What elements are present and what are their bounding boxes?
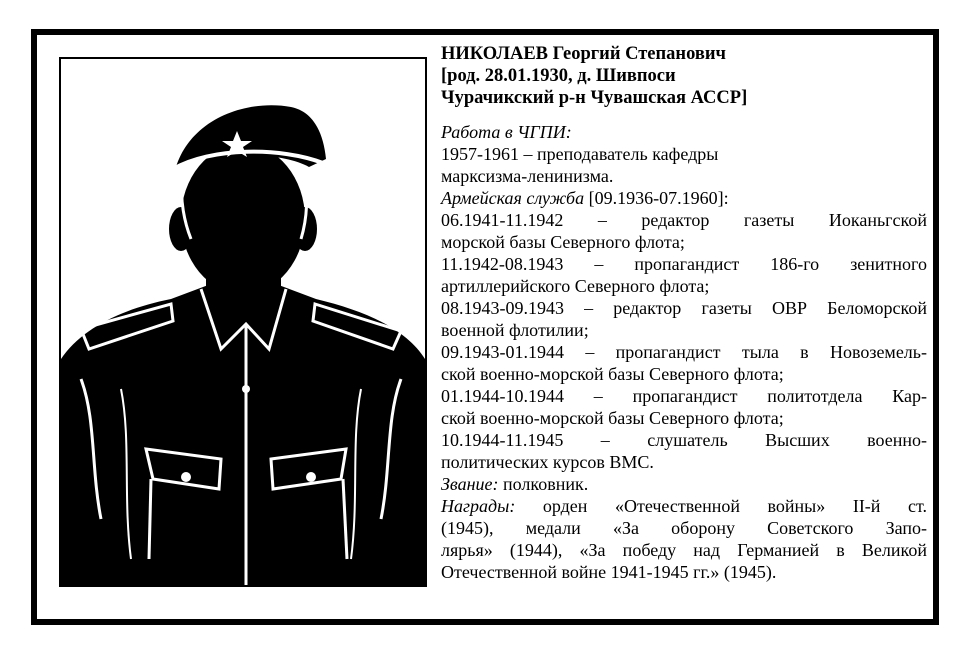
work-label: Работа в ЧГПИ: — [441, 122, 572, 142]
biography-text — [441, 43, 927, 583]
army-period: [09.1936-07.1960]: — [584, 188, 729, 208]
soldier-silhouette-image — [61, 59, 425, 585]
awards-label: Награды: — [441, 496, 516, 516]
army-line: военной флотилии; — [441, 320, 589, 340]
army-line: морской базы Северного флота; — [441, 232, 685, 252]
awards-first-line: орден «Отечественной войны» II-й ст. — [515, 496, 927, 516]
army-line: ской военно-морской базы Северного флота; — [441, 408, 784, 428]
army-line: 09.1943-01.1944 – пропагандист тыла в Новоземель- — [441, 342, 927, 362]
awards-line — [441, 495, 927, 517]
army-line: 10.1944-11.1945 – слушатель Высших военно- — [441, 430, 927, 450]
awards-line: лярья» (1944), «За победу над Германией в Великой — [441, 540, 927, 560]
awards-line: Отечественной войне 1941-1945 гг.» (1945). — [441, 562, 777, 582]
army-line: 06.1941-11.1942 – редактор газеты Иоканьгской — [441, 210, 927, 230]
army-line: 08.1943-09.1943 – редактор газеты ОВР Беломорской — [441, 298, 927, 318]
army-label: Армейская служба — [441, 188, 585, 208]
army-heading — [441, 187, 927, 209]
army-line: ской военно-морской базы Северного флота; — [441, 364, 784, 384]
army-line: 11.1942-08.1943 – пропагандист 186-го зенитного — [441, 254, 927, 274]
army-line: 01.1944-10.1944 – пропагандист политотдела Кар- — [441, 386, 927, 406]
rank-line — [441, 473, 927, 495]
army-line: политических курсов ВМС. — [441, 452, 654, 472]
work-line: 1957-1961 – преподаватель кафедры — [441, 144, 719, 164]
work-line: марксизма-ленинизма. — [441, 166, 614, 186]
rank-label: Звание: — [441, 474, 499, 494]
birth-place: Чурачикский р-н Чувашская АССР] — [441, 88, 748, 108]
portrait-silhouette — [59, 57, 427, 587]
awards-line: (1945), медали «За оборону Советского Запо- — [441, 518, 927, 538]
rank-value: полковник. — [498, 474, 589, 494]
memorial-plaque — [31, 29, 939, 625]
birth-info: [род. 28.01.1930, д. Шивпоси — [441, 66, 676, 86]
army-line: артиллерийского Северного флота; — [441, 276, 710, 296]
name-heading: НИКОЛАЕВ Георгий Степанович — [441, 44, 726, 64]
